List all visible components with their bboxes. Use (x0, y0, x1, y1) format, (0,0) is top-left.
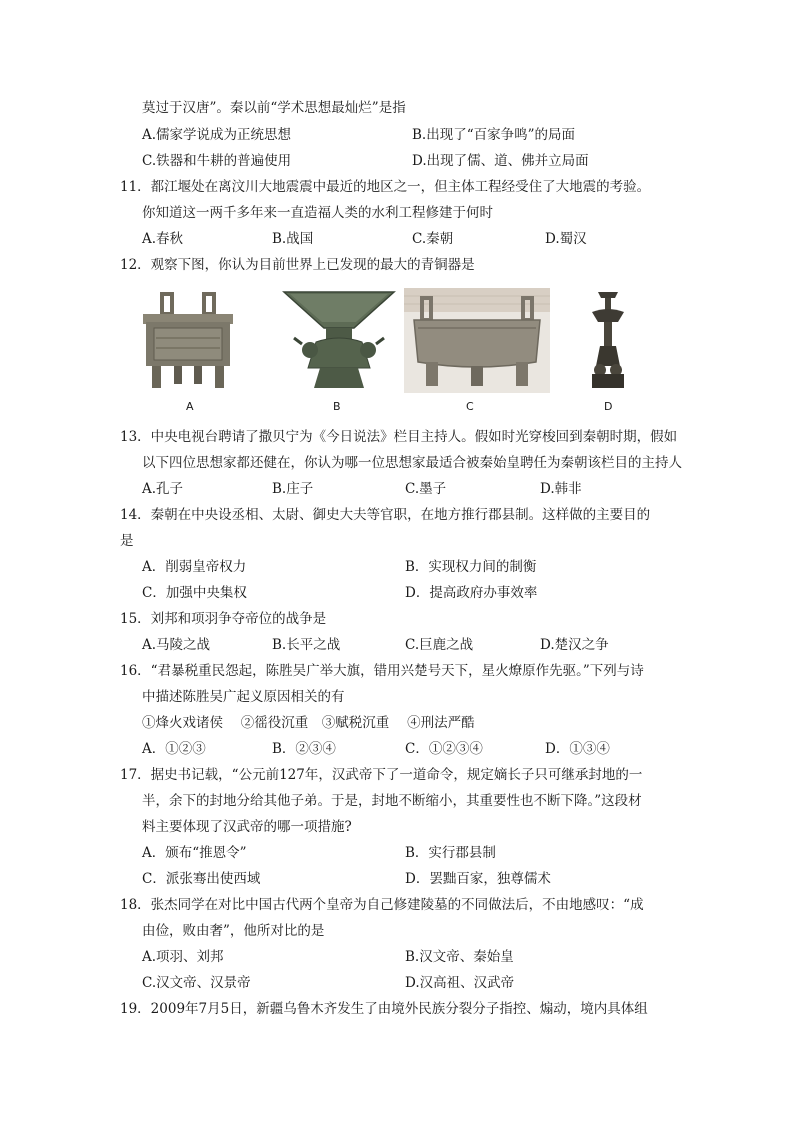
figure-caption-c: C (466, 400, 474, 413)
q16-stem-line2: 中描述陈胜吴广起义原因相关的有 (142, 689, 345, 705)
bronze-ding-a-image (138, 288, 238, 393)
q13-stem-line2: 以下四位思想家都还健在，你认为哪一位思想家最适合被秦始皇聘任为秦朝该栏目的主持人 (142, 455, 682, 471)
q14-option-a: A．削弱皇帝权力 (142, 559, 247, 575)
q11-option-c: C.秦朝 (412, 231, 454, 247)
q10-stem-continued: 莫过于汉唐”。秦以前“学术思想最灿烂”是指 (142, 100, 406, 116)
q14-option-c: C．加强中央集权 (142, 585, 247, 601)
q16-stem-line1: 16．“君暴税重民怨起，陈胜吴广举大旗，错用兴楚号天下，星火燎原作先驱。”下列与诗 (120, 663, 644, 679)
q17-stem-line1: 17．据史书记载，“公元前127年，汉武帝下了一道命令，规定嫡长子只可继承封地的一 (120, 767, 643, 783)
q17-stem-line3: 料主要体现了汉武帝的哪一项措施? (142, 819, 352, 835)
bronze-zun-b-image (280, 288, 398, 393)
q17-option-b: B．实行郡县制 (405, 845, 496, 861)
q17-option-d: D．罢黜百家，独尊儒术 (405, 871, 551, 887)
q11-option-b: B.战国 (272, 231, 314, 247)
q17-stem-line2: 半，余下的封地分给其他子弟。于是，封地不断缩小，其重要性也不断下降。”这段材 (142, 793, 642, 809)
q16-statement-items: ①烽火戏诸侯 ②徭役沉重 ③赋税沉重 ④刑法严酷 (142, 715, 475, 731)
q16-option-c: C．①②③④ (405, 741, 483, 757)
q18-option-a: A.项羽、刘邦 (142, 949, 224, 965)
bronze-statue-d-image (582, 288, 634, 393)
q11-stem-line2: 你知道这一两千多年来一直造福人类的水利工程修建于何时 (142, 205, 493, 221)
q10-option-a: A.儒家学说成为正统思想 (142, 127, 292, 143)
q13-option-a: A.孔子 (142, 481, 184, 497)
q14-option-b: B．实现权力间的制衡 (405, 559, 537, 575)
figure-caption-a: A (186, 400, 194, 413)
q17-option-c: C．派张骞出使西域 (142, 871, 261, 887)
q18-option-b: B.汉文帝、秦始皇 (405, 949, 514, 965)
q11-option-d: D.蜀汉 (545, 231, 587, 247)
q11-stem-line1: 11．都江堰处在离汶川大地震震中最近的地区之一，但主体工程经受住了大地震的考验。 (120, 179, 651, 195)
q13-option-d: D.韩非 (540, 481, 582, 497)
q13-option-b: B.庄子 (272, 481, 314, 497)
figure-caption-b: B (333, 400, 341, 413)
q16-option-d: D．①③④ (545, 741, 610, 757)
q15-option-b: B.长平之战 (272, 637, 341, 653)
q11-option-a: A.春秋 (142, 231, 184, 247)
q18-option-d: D.汉高祖、汉武帝 (405, 975, 515, 991)
q16-option-a: A．①②③ (142, 741, 206, 757)
q19-stem-line1: 19．2009年7月5日，新疆乌鲁木齐发生了由境外民族分裂分子指控、煽动，境内具体组 (120, 1001, 648, 1017)
q15-option-a: A.马陵之战 (142, 637, 211, 653)
q13-stem-line1: 13．中央电视台聘请了撒贝宁为《今日说法》栏目主持人。假如时光穿梭回到秦朝时期，假如 (120, 429, 678, 445)
q10-option-d: D.出现了儒、道、佛并立局面 (412, 153, 589, 169)
q14-stem-line1: 14．秦朝在中央设丞相、太尉、御史大夫等官职，在地方推行郡县制。这样做的主要目的 (120, 507, 651, 523)
q18-stem-line2: 由俭，败由奢”，他所对比的是 (142, 923, 325, 939)
q18-option-c: C.汉文帝、汉景帝 (142, 975, 251, 991)
q10-option-b: B.出现了“百家争鸣”的局面 (412, 127, 576, 143)
q13-option-c: C.墨子 (405, 481, 447, 497)
q18-stem-line1: 18．张杰同学在对比中国古代两个皇帝为自己修建陵墓的不同做法后，不由地感叹：“成 (120, 897, 644, 913)
q10-option-c: C.铁器和牛耕的普遍使用 (142, 153, 292, 169)
q15-option-d: D.楚汉之争 (540, 637, 609, 653)
q15-option-c: C.巨鹿之战 (405, 637, 474, 653)
q12-stem: 12．观察下图，你认为目前世界上已发现的最大的青铜器是 (120, 257, 475, 273)
figure-caption-d: D (604, 400, 613, 413)
q14-stem-line2: 是 (120, 533, 134, 549)
bronze-ding-c-image (404, 288, 550, 393)
q17-option-a: A．颁布“推恩令” (142, 845, 247, 861)
q14-option-d: D．提高政府办事效率 (405, 585, 538, 601)
q15-stem: 15．刘邦和项羽争夺帝位的战争是 (120, 611, 327, 627)
q16-option-b: B．②③④ (272, 741, 336, 757)
